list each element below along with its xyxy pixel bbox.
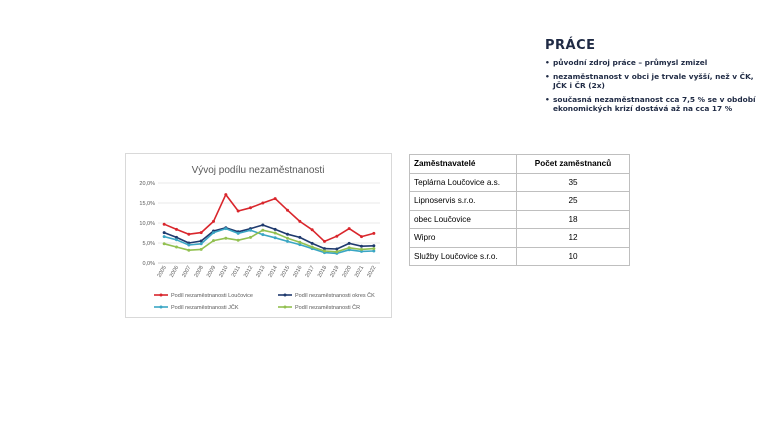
- table-row: [410, 192, 630, 211]
- bullet-item: • současná nezaměstnanost cca 7,5 % se v období ekonomických krizí dostává až na cca 17 %: [545, 95, 760, 113]
- x-tick-label: 2022: [366, 265, 378, 279]
- x-axis-ticks: [157, 265, 378, 279]
- data-point: [360, 245, 363, 248]
- data-point: [249, 229, 252, 232]
- y-tick-label: 0,0%: [142, 261, 155, 267]
- data-point: [274, 228, 277, 231]
- legend-marker: [284, 294, 287, 297]
- employer-name: Služby Loučovice s.r.o.: [410, 247, 517, 266]
- legend-label: Podíl nezaměstnanosti ČR: [295, 305, 361, 311]
- bullet-item: • původní zdroj práce – průmysl zmizel: [545, 58, 760, 67]
- data-point: [212, 220, 215, 223]
- legend-label: Podíl nezaměstnanosti Loučovice: [171, 293, 253, 299]
- x-tick-label: 2007: [181, 265, 193, 279]
- series-line: [164, 195, 374, 242]
- y-tick-label: 5,0%: [142, 241, 155, 247]
- legend-marker: [160, 294, 163, 297]
- data-point: [311, 242, 314, 245]
- data-point: [163, 242, 166, 245]
- data-point: [212, 239, 215, 242]
- data-point: [372, 232, 375, 235]
- data-point: [163, 231, 166, 234]
- data-point: [237, 210, 240, 213]
- data-point: [372, 244, 375, 247]
- y-tick-label: 10,0%: [139, 221, 155, 227]
- chart-title: Vývoj podílu nezaměstnanosti: [191, 165, 325, 176]
- data-point: [323, 240, 326, 243]
- data-point: [348, 246, 351, 249]
- data-point: [274, 232, 277, 235]
- data-point: [311, 228, 314, 231]
- x-tick-label: 2015: [279, 265, 292, 279]
- x-tick-label: 2018: [316, 265, 329, 279]
- table-row: [410, 210, 630, 229]
- x-tick-label: 2014: [267, 265, 279, 279]
- data-point: [286, 237, 289, 240]
- data-point: [360, 248, 363, 251]
- data-point: [261, 229, 264, 232]
- data-point: [323, 250, 326, 253]
- legend-label: Podíl nezaměstnanosti okres ČK: [295, 293, 375, 299]
- employer-name: Teplárna Loučovice a.s.: [410, 173, 517, 192]
- data-point: [175, 246, 178, 249]
- data-point: [286, 233, 289, 236]
- employer-name: Lipnoservis s.r.o.: [410, 192, 517, 211]
- data-point: [298, 236, 301, 239]
- data-point: [200, 248, 203, 251]
- data-point: [200, 242, 203, 245]
- data-point: [187, 233, 190, 236]
- employee-count: 12: [517, 229, 630, 248]
- x-tick-label: 2020: [341, 265, 353, 279]
- data-point: [163, 235, 166, 238]
- data-point: [286, 240, 289, 243]
- data-point: [261, 233, 264, 236]
- chart-canvas: [126, 154, 391, 317]
- data-point: [200, 231, 203, 234]
- employer-name: obec Loučovice: [410, 210, 517, 229]
- data-point: [224, 227, 227, 230]
- x-tick-label: 2017: [304, 265, 316, 279]
- y-axis-ticks: [139, 181, 155, 267]
- bullet-item: • nezaměstnanost v obci je trvale vyšší, než v ČK, JČK i ČR (2x): [545, 72, 760, 90]
- employers-table: [409, 154, 630, 266]
- chart-legend: [154, 292, 375, 311]
- section-heading: PRÁCE: [545, 38, 596, 53]
- data-point: [237, 239, 240, 242]
- x-tick-label: 2008: [193, 265, 205, 279]
- data-point: [348, 227, 351, 230]
- data-point: [224, 237, 227, 240]
- data-point: [360, 235, 363, 238]
- data-point: [311, 246, 314, 249]
- x-tick-label: 2016: [292, 265, 304, 279]
- table-row: [410, 173, 630, 192]
- data-series: [163, 193, 376, 255]
- y-tick-label: 15,0%: [139, 201, 155, 207]
- data-point: [187, 244, 190, 247]
- table-header-row: [410, 155, 630, 174]
- data-point: [274, 197, 277, 200]
- data-point: [261, 224, 264, 227]
- x-tick-label: 2010: [218, 265, 230, 279]
- data-point: [298, 220, 301, 223]
- legend-label: Podíl nezaměstnanosti JČK: [171, 305, 239, 311]
- unemployment-chart: [125, 153, 392, 318]
- data-point: [163, 223, 166, 226]
- data-point: [348, 242, 351, 245]
- data-point: [187, 249, 190, 252]
- legend-marker: [160, 306, 163, 309]
- employer-name: Wipro: [410, 229, 517, 248]
- data-point: [249, 206, 252, 209]
- column-header-count: Počet zaměstnanců: [517, 155, 630, 174]
- x-tick-label: 2012: [242, 265, 255, 279]
- table-row: [410, 247, 630, 266]
- data-point: [335, 250, 338, 253]
- x-tick-label: 2021: [353, 265, 366, 279]
- data-point: [286, 209, 289, 212]
- column-header-employer: Zaměstnavatelé: [410, 155, 517, 174]
- employee-count: 18: [517, 210, 630, 229]
- data-point: [335, 235, 338, 238]
- employee-count: 10: [517, 247, 630, 266]
- x-tick-label: 2019: [329, 265, 341, 279]
- table-row: [410, 229, 630, 248]
- x-tick-label: 2011: [230, 265, 242, 279]
- data-point: [298, 241, 301, 244]
- x-tick-label: 2006: [168, 265, 181, 279]
- data-point: [224, 193, 227, 196]
- employee-count: 35: [517, 173, 630, 192]
- legend-marker: [284, 306, 287, 309]
- x-tick-label: 2005: [156, 265, 168, 279]
- x-tick-label: 2009: [205, 265, 218, 279]
- data-point: [175, 228, 178, 231]
- y-tick-label: 20,0%: [139, 181, 155, 187]
- data-point: [237, 232, 240, 235]
- employee-count: 25: [517, 192, 630, 211]
- data-point: [372, 247, 375, 250]
- data-point: [175, 238, 178, 241]
- x-tick-label: 2013: [255, 265, 267, 279]
- data-point: [261, 202, 264, 205]
- bullet-list: [545, 58, 760, 118]
- data-point: [274, 236, 277, 239]
- data-point: [249, 236, 252, 239]
- data-point: [335, 248, 338, 251]
- data-point: [212, 231, 215, 234]
